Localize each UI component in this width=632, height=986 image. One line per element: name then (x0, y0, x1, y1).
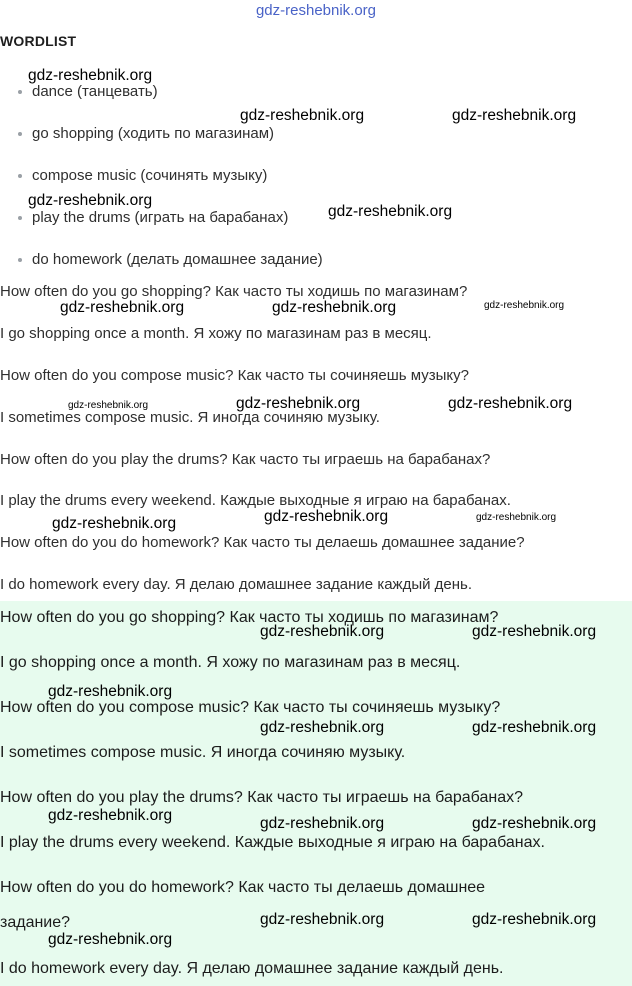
dialogue-question: How often do you compose music? Как часто ты сочиняешь музыку? (0, 367, 469, 384)
wordlist-item: dance (танцевать) (18, 83, 158, 100)
watermark-text: gdz-reshebnik.org (60, 299, 185, 316)
watermark-text: gdz-reshebnik.org (28, 192, 153, 209)
bullet-icon (18, 90, 22, 94)
watermark-text: gdz-reshebnik.org (52, 515, 177, 532)
dialogue-answer: I do homework every day. Я делаю домашнее задание каждый день. (0, 576, 473, 593)
answer-question: How often do you compose music? Как часто ты сочиняешь музыку? (0, 699, 501, 716)
watermark-text: gdz-reshebnik.org (452, 107, 577, 124)
wordlist-item: compose music (сочинять музыку) (18, 167, 267, 184)
watermark-text: gdz-reshebnik.org (328, 203, 453, 220)
answer-line: I do homework every day. Я делаю домашнее задание каждый день. (0, 960, 504, 977)
watermark-text: gdz-reshebnik.org (448, 395, 573, 412)
watermark-text: gdz-reshebnik.org (260, 623, 385, 640)
wordlist-item: go shopping (ходить по магазинам) (18, 125, 274, 142)
dialogue-answer: I play the drums every weekend. Каждые выходные я играю на барабанах. (0, 492, 511, 509)
dialogue-question: How often do you go shopping? Как часто ты ходишь по магазинам? (0, 283, 468, 300)
watermark-text: gdz-reshebnik.org (260, 815, 385, 832)
answer-question: How often do you go shopping? Как часто ты ходишь по магазинам? (0, 609, 499, 626)
watermark-text: gdz-reshebnik.org (28, 67, 153, 84)
bullet-icon (18, 258, 22, 262)
watermark-text: gdz-reshebnik.org (476, 512, 557, 523)
bullet-icon (18, 132, 22, 136)
bullet-icon (18, 174, 22, 178)
watermark-text: gdz-reshebnik.org (472, 623, 597, 640)
site-header-link[interactable]: gdz-reshebnik.org (255, 2, 377, 19)
answer-question: How often do you play the drums? Как часто ты играешь на барабанах? (0, 789, 523, 806)
wordlist-item: play the drums (играть на барабанах) (18, 209, 288, 226)
watermark-text: gdz-reshebnik.org (260, 911, 385, 928)
dialogue-question: How often do you play the drums? Как часто ты играешь на барабанах? (0, 451, 491, 468)
watermark-text: gdz-reshebnik.org (472, 815, 597, 832)
watermark-text: gdz-reshebnik.org (272, 299, 397, 316)
wordlist-item: do homework (делать домашнее задание) (18, 251, 323, 268)
watermark-text: gdz-reshebnik.org (260, 719, 385, 736)
answer-line: I sometimes compose music. Я иногда сочиняю музыку. (0, 744, 406, 761)
answer-line: I go shopping once a month. Я хожу по магазинам раз в месяц. (0, 654, 461, 671)
bullet-icon (18, 216, 22, 220)
watermark-text: gdz-reshebnik.org (472, 719, 597, 736)
dialogue-question: How often do you do homework? Как часто ты делаешь домашнее задание? (0, 534, 525, 551)
watermark-text: gdz-reshebnik.org (484, 300, 565, 311)
watermark-text: gdz-reshebnik.org (48, 931, 173, 948)
answer-line: I play the drums every weekend. Каждые выходные я играю на барабанах. (0, 834, 545, 851)
watermark-text: gdz-reshebnik.org (236, 395, 361, 412)
watermark-text: gdz-reshebnik.org (472, 911, 597, 928)
watermark-text: gdz-reshebnik.org (240, 107, 365, 124)
watermark-text: gdz-reshebnik.org (264, 508, 389, 525)
answer-question: How often do you do homework? Как часто ты делаешь домашнее (0, 879, 486, 896)
wordlist-heading: WORDLIST (0, 33, 77, 49)
watermark-text: gdz-reshebnik.org (68, 400, 149, 411)
watermark-text: gdz-reshebnik.org (48, 807, 173, 824)
watermark-text: gdz-reshebnik.org (48, 683, 173, 700)
answer-question-continuation: задание? (0, 914, 71, 931)
dialogue-answer: I sometimes compose music. Я иногда сочиняю музыку. (0, 409, 380, 426)
dialogue-answer: I go shopping once a month. Я хожу по магазинам раз в месяц. (0, 325, 432, 342)
